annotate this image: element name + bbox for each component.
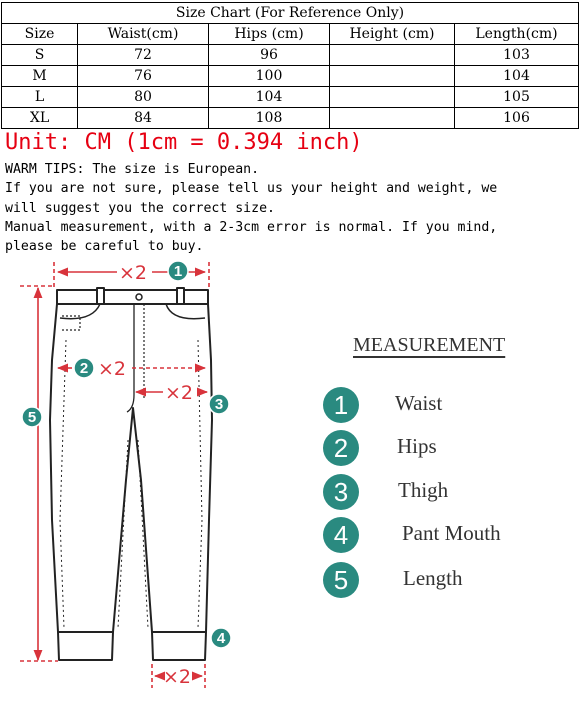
table-cell: 103 (455, 45, 579, 66)
table-row (2, 87, 579, 108)
table-cell (330, 87, 455, 108)
column-header: Hips (cm) (209, 24, 330, 45)
table-cell (330, 108, 455, 129)
marker-length-number: 5 (27, 409, 37, 426)
legend-item-thigh (323, 474, 573, 514)
table-cell: 100 (209, 66, 330, 87)
tips-line: will suggest you the correct size. (5, 200, 275, 216)
table-cell: 96 (209, 45, 330, 66)
table-cell: 104 (209, 87, 330, 108)
column-header: Size (2, 24, 78, 45)
marker-length (22, 407, 42, 427)
table-cell (330, 45, 455, 66)
tips-line: WARM TIPS: The size is European. (5, 162, 260, 177)
table-cell: 84 (78, 108, 209, 129)
marker-waist (168, 261, 188, 281)
table-header-row (2, 24, 579, 45)
table-cell: 80 (78, 87, 209, 108)
table-title-row (2, 3, 579, 24)
table-cell: S (2, 45, 78, 66)
marker-hips (74, 358, 94, 378)
column-header: Length(cm) (455, 24, 579, 45)
table-cell: 104 (455, 66, 579, 87)
thigh-times-two: ×2 (165, 382, 194, 404)
waist-times-two: ×2 (119, 262, 148, 284)
legend-item-pant-mouth (323, 517, 573, 557)
marker-mouth (211, 628, 231, 648)
table-cell: 108 (209, 108, 330, 129)
warm-tips (5, 160, 577, 256)
pants-illustration (50, 288, 212, 660)
marker-mouth-number: 4 (216, 630, 226, 647)
table-cell: 105 (455, 87, 579, 108)
table-row (2, 66, 579, 87)
tips-line: please be careful to buy. (5, 239, 204, 255)
table-cell: M (2, 66, 78, 87)
marker-waist-number: 1 (173, 263, 183, 280)
unit-note: Unit: CM (1cm = 0.394 inch) (5, 130, 363, 155)
legend-label: Pant Mouth (402, 521, 501, 545)
legend-label: Length (403, 566, 463, 590)
legend-label: Hips (397, 434, 437, 458)
table-cell: 72 (78, 45, 209, 66)
measurement-heading: MEASUREMENT (353, 334, 506, 356)
mouth-times-two: ×2 (163, 666, 192, 688)
table-cell: L (2, 87, 78, 108)
tips-line: If you are not sure, please tell us your height and weight, we (5, 181, 498, 197)
table-cell: XL (2, 108, 78, 129)
table-row (2, 108, 579, 129)
hips-times-two: ×2 (98, 358, 127, 380)
legend-item-length (323, 562, 573, 602)
column-header: Waist(cm) (78, 24, 209, 45)
legend-item-waist (323, 387, 573, 427)
table-cell: 106 (455, 108, 579, 129)
marker-thigh (209, 394, 229, 414)
size-chart-table (1, 2, 579, 129)
table-row (2, 45, 579, 66)
legend-number: 5 (323, 562, 359, 598)
tips-line: Manual measurement, with a 2-3cm error is normal. If you mind, (5, 219, 498, 235)
legend-label: Thigh (398, 478, 449, 502)
legend-item-hips (323, 430, 573, 470)
marker-thigh-number: 3 (214, 396, 224, 413)
legend-number: 3 (323, 474, 359, 510)
legend-number: 1 (323, 387, 359, 423)
column-header: Height (cm) (330, 24, 455, 45)
table-cell: 76 (78, 66, 209, 87)
table-cell (330, 66, 455, 87)
legend-number: 4 (323, 517, 359, 553)
legend-number: 2 (323, 430, 359, 466)
table-title: Size Chart (For Reference Only) (2, 3, 579, 24)
legend-label: Waist (395, 391, 443, 415)
marker-hips-number: 2 (79, 360, 89, 377)
